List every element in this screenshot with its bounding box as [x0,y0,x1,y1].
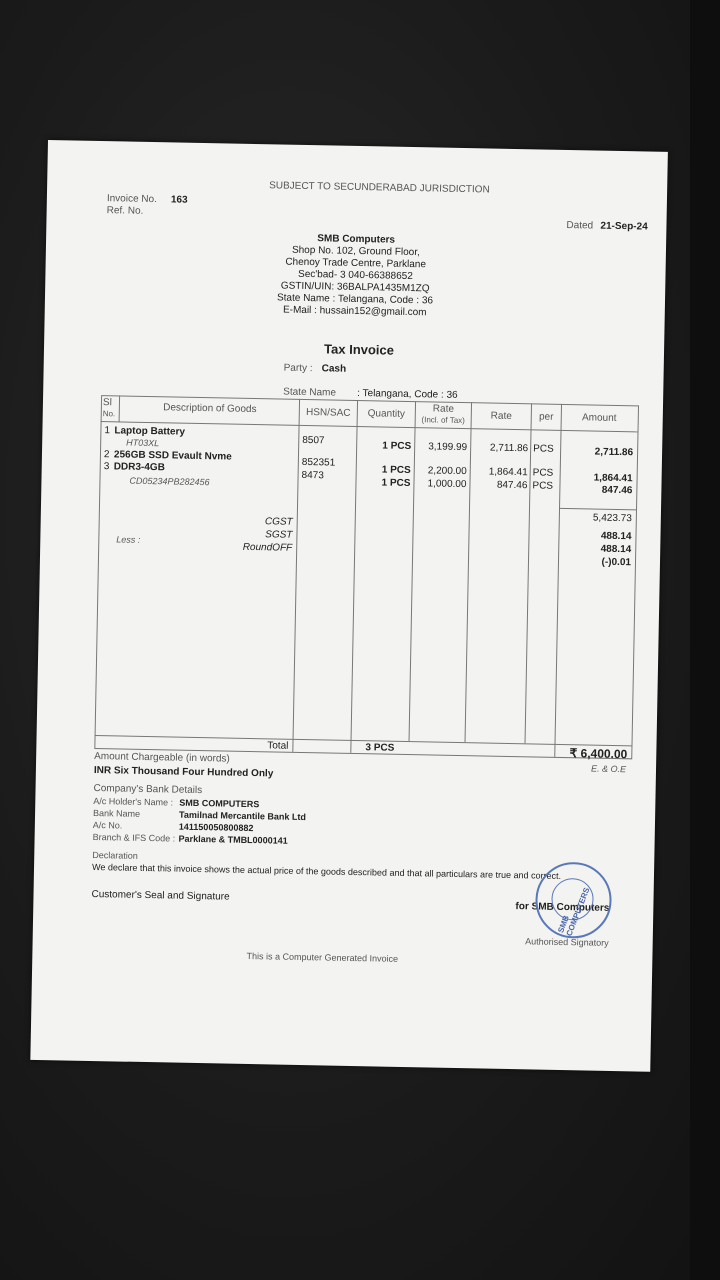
invoice-paper [30,140,668,1072]
table-edge [690,0,720,1280]
account-no-label: A/c No. [92,819,123,831]
company-seal [535,862,612,939]
seller-address-3: Sec'bad- 3 040-66388652 [297,268,413,283]
holder-label: A/c Holder's Name : [93,795,174,808]
bank-name-label: Bank Name [92,807,141,819]
computer-generated-note: This is a Computer Generated Invoice [246,950,399,964]
total-label: Total [267,740,289,752]
jurisdiction-note: SUBJECT TO SECUNDERABAD JURISDICTION [269,180,490,196]
invoice-no-label: Invoice No. [106,193,158,206]
total-amount: ₹ 6,400.00 [569,746,628,762]
doc-title: Tax Invoice [323,341,395,358]
item-1-hsn: 8507 [302,434,325,447]
amount-in-words: INR Six Thousand Four Hundred Only [93,764,274,780]
declaration-text: We declare that this invoice shows the actual price of the goods described and that all particulars are true and correct. [91,861,562,881]
account-no: 141150050800882 [178,821,254,834]
bank-name: Tamilnad Mercantile Bank Ltd [178,809,307,823]
bank-heading: Company's Bank Details [93,782,203,797]
item-3-name: DDR3-4GB [113,461,165,474]
ifsc-label: Branch & IFS Code : [92,831,176,844]
seller-gstin: GSTIN/UIN: 36BALPA1435M1ZQ [280,280,430,295]
item-1-rate-incl: 3,199.99 [428,441,468,454]
item-2-amount: 1,864.41 [593,472,633,485]
sgst-label: SGST [265,529,293,541]
item-2-rate-incl: 2,200.00 [427,465,467,478]
col-quantity: Quantity [367,408,406,420]
seal-text: SMB COMPUTERS [556,886,592,938]
dated-label: Dated [566,219,594,232]
seller-address-1: Shop No. 102, Ground Floor, [291,244,420,259]
col-rate: Rate [490,410,512,422]
item-3-rate: 847.46 [496,479,528,492]
cgst-amount: 488.14 [600,530,632,543]
authorised-signatory: Authorised Signatory [525,936,609,948]
item-2-hsn: 852351 [301,456,336,469]
item-1-rate: 2,711.86 [489,442,529,455]
ref-no-label: Ref. No. [106,205,144,217]
party-name: Cash [321,363,347,375]
item-2-per: PCS [532,467,554,479]
item-1-amount: 2,711.86 [594,446,634,459]
col-sl: Sl [102,397,112,409]
less-label: Less : [116,534,141,545]
customer-seal-label: Customer's Seal and Signature [91,888,230,903]
eoe-note: E. & O.E [590,763,627,775]
item-3-rate-incl: 1,000.00 [427,478,467,491]
total-quantity: 3 PCS [365,742,395,754]
item-2-rate: 1,864.41 [488,466,528,479]
cgst-label: CGST [264,516,293,528]
ifsc-code: Parklane & TMBL0000141 [178,833,288,846]
col-no: No. [102,409,116,419]
item-3-amount: 847.46 [601,484,633,497]
subtotal: 5,423.73 [592,512,632,525]
amount-words-label: Amount Chargeable (in words) [94,751,230,765]
col-rate-incl-note: (Incl. of Tax) [421,415,465,426]
holder-name: SMB COMPUTERS [179,797,260,810]
state-name-label: State Name [283,386,337,399]
declaration-label: Declaration [92,849,138,861]
item-1-sl: 1 [104,425,111,437]
item-1-name: Laptop Battery [114,425,186,438]
col-amount: Amount [581,412,617,424]
seller-block [255,232,457,320]
sgst-amount: 488.14 [600,543,632,556]
state-name-value: : Telangana, Code : 36 [357,387,458,401]
item-3-per: PCS [532,480,554,492]
item-3-sl: 3 [103,461,110,473]
item-1-sub: HT03XL [126,437,160,449]
item-3-hsn: 8473 [301,469,324,482]
party-label: Party : [283,362,313,375]
item-3-qty: 1 PCS [381,477,411,490]
seller-state: State Name : Telangana, Code : 36 [276,292,434,307]
col-description: Description of Goods [163,402,257,416]
item-2-name: 256GB SSD Evault Nvme [113,449,232,463]
col-hsn: HSN/SAC [305,407,351,419]
col-per: per [538,411,554,423]
seller-address-2: Chenoy Trade Centre, Parklane [285,256,427,271]
item-1-qty: 1 PCS [382,440,412,453]
roundoff-amount: (-)0.01 [601,556,632,569]
dated: 21-Sep-24 [600,220,648,233]
item-3-sub: CD05234PB282456 [129,475,210,488]
item-2-qty: 1 PCS [381,464,411,477]
col-rate-incl: Rate [432,403,455,415]
for-company: for SMB Computers [515,901,610,914]
seller-name: SMB Computers [317,233,396,246]
item-2-sl: 2 [103,449,110,461]
seller-email: E-Mail : hussain152@gmail.com [282,304,427,319]
roundoff-label: RoundOFF [242,541,293,554]
invoice-no: 163 [170,194,188,206]
item-1-per: PCS [533,443,554,455]
